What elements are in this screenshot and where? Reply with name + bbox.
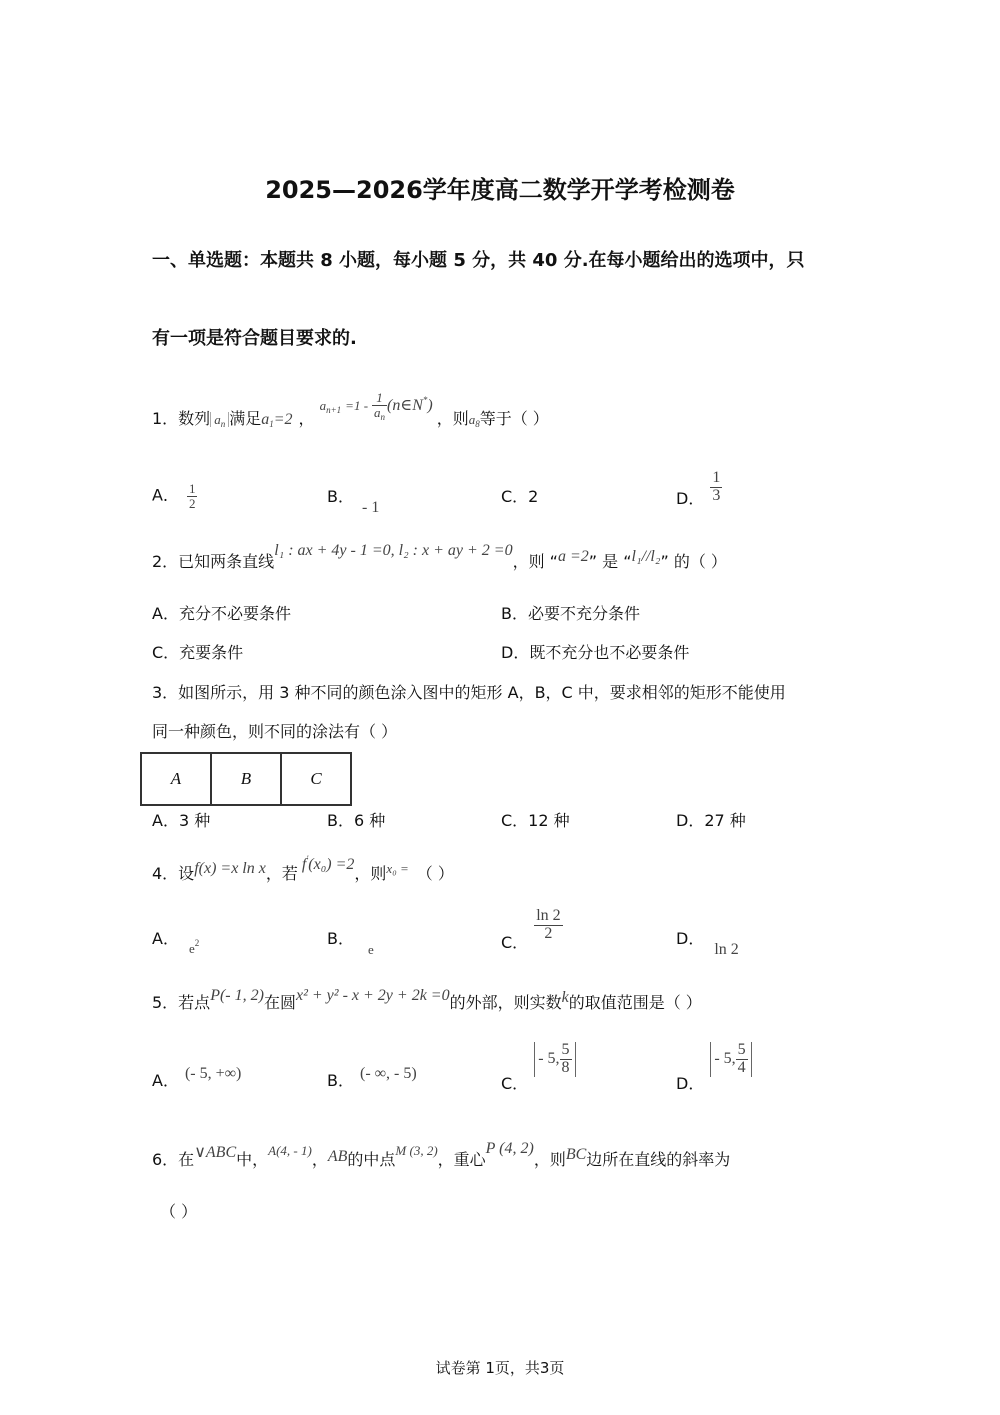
q1-option-d: D． $\frac{1}{3}$ bbox=[676, 469, 721, 508]
q3-option-a: A．3 种 bbox=[152, 811, 211, 830]
question-2: 2．已知两条直线l₁ : ax + 4y - 1 =0, l₂ : x + ay + 2 =0，则 “a =2” 是 “l₁//l₂” 的（ ） bbox=[152, 542, 727, 571]
line-equations: l₁ : ax + 4y - 1 =0, l₂ : x + ay + 2 =0 bbox=[274, 542, 513, 559]
question-1: 1．数列 $a_n$ 满足$a_1=2$ ， $a_{n+1} =1$ - $\frac{1}{a_n}$ (n∈N*) ，则$a_8$等于（ ） bbox=[152, 390, 549, 430]
x0-symbol: x₀ = bbox=[386, 861, 409, 876]
rectangle-diagram bbox=[140, 752, 352, 806]
q3-option-b: B．6 种 bbox=[327, 811, 386, 830]
q2-option-a: A．充分不必要条件 bbox=[152, 604, 291, 623]
q1-option-a: A． $\frac{1}{2}$ bbox=[152, 481, 196, 511]
q5-option-d: D．- 5, $\frac{5}{4}$ bbox=[676, 1042, 752, 1077]
section-heading-line1: 一、单选题：本题共 8 小题，每小题 5 分，共 40 分.在每小题给出的选项中，只 bbox=[152, 250, 805, 271]
q1-option-b: B．- 1 bbox=[327, 487, 380, 516]
section-heading-line2: 有一项是符合题目要求的. bbox=[152, 328, 357, 349]
page-footer: 试卷第 1页，共3页 bbox=[435, 1359, 565, 1377]
rect-b: B bbox=[211, 753, 281, 805]
segment-ab: AB bbox=[327, 1148, 348, 1165]
question-4: 4．设f(x) =x ln x，若 f′(x₀) =2，则$^{x_0 =}$ （ ） bbox=[152, 854, 454, 883]
initial-term: $a_1=2$ bbox=[261, 411, 293, 430]
condition-a: a =2 bbox=[557, 548, 589, 565]
point-a: A(4, - 1) bbox=[268, 1143, 312, 1158]
q2-option-d: D．既不充分也不必要条件 bbox=[501, 643, 690, 662]
midpoint-m: M (3, 2) bbox=[395, 1143, 438, 1158]
q3-option-d: D．27 种 bbox=[676, 811, 746, 830]
q4-option-a: A．$_{e^2}$ bbox=[152, 929, 200, 956]
question-3-line2: 同一种颜色，则不同的涂法有（ ） bbox=[152, 722, 398, 741]
a8-term: $a_8$ bbox=[468, 412, 480, 430]
q2-option-c: C．充要条件 bbox=[152, 643, 244, 662]
page-title: 2025—2026学年度高二数学开学考检测卷 bbox=[265, 176, 735, 204]
question-6: 6．在∨ABC中，$^{A(4, - 1)}$，AB的中点$^{M (3, 2)}$，重心P (4, 2)，则BC边所在直线的斜率为 bbox=[152, 1140, 731, 1169]
recurrence-formula: $a_{n+1} =1$ - $\frac{1}{a_n}$ (n∈N*) bbox=[319, 390, 433, 422]
q3-option-c: C．12 种 bbox=[501, 811, 570, 830]
q1-option-c: C．2 bbox=[501, 487, 539, 506]
k-symbol: k bbox=[561, 989, 569, 1006]
q2-option-b: B．必要不充分条件 bbox=[501, 604, 640, 623]
function-def: f(x) =x ln x bbox=[194, 860, 266, 877]
triangle-abc: ∨ABC bbox=[194, 1144, 237, 1161]
question-6-answer-blank: （ ） bbox=[160, 1202, 198, 1221]
derivative-condition: f′(x₀) =2 bbox=[301, 854, 355, 873]
sequence-symbol: $a_n$ bbox=[210, 412, 229, 427]
condition-parallel: l₁//l₂ bbox=[631, 548, 661, 565]
question-3-line1: 3．如图所示，用 3 种不同的颜色涂入图中的矩形 A，B，C 中，要求相邻的矩形不能使用 bbox=[152, 683, 786, 702]
rect-c: C bbox=[281, 753, 351, 805]
q4-option-b: B．$_e$ bbox=[327, 929, 374, 957]
q5-option-c: C．- 5, $\frac{5}{8}$ bbox=[501, 1042, 576, 1077]
q4-option-c: C． $\frac{\ln 2}{2}$ bbox=[501, 907, 561, 952]
q4-option-d: D．ln 2 bbox=[676, 929, 739, 958]
point-p: P(- 1, 2) bbox=[210, 987, 264, 1004]
q5-option-b: B． (- ∞, - 5) bbox=[327, 1065, 417, 1090]
segment-bc: BC bbox=[565, 1146, 587, 1163]
q5-option-a: A． (- 5, +∞) bbox=[152, 1065, 242, 1090]
rect-a: A bbox=[141, 753, 211, 805]
question-5: 5．若点P(- 1, 2)在圆x² + y² - x + 2y + 2k =0的外部，则实数k的取值范围是（ ） bbox=[152, 987, 702, 1012]
centroid-p: P (4, 2) bbox=[485, 1140, 534, 1157]
circle-equation: x² + y² - x + 2y + 2k =0 bbox=[295, 987, 450, 1004]
